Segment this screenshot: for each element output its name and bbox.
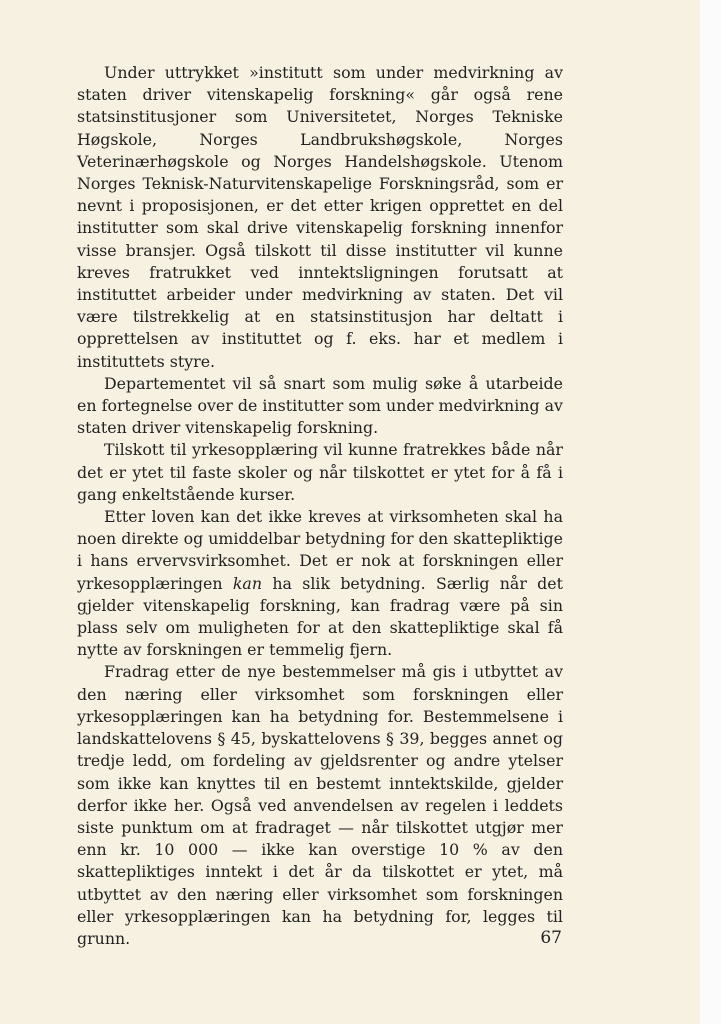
paragraph-etter-loven-part2: ha slik betydning. Særlig når det gjelder vitenskapelig forskning, kan fradrag være på sin plass selv om muligheten for at den skattepliktige skal få nytte av forskningen er temmelig fjern. [77,573,563,660]
body-text [77,62,563,950]
paragraph-departementet: Departementet vil så snart som mulig søke å utarbeide en fortegnelse over de institutter som under medvirkning av staten driver vitenskapelig forskning. [77,373,563,438]
page-number: 67 [540,928,562,948]
emphasis-kan: kan [232,573,263,593]
paragraph-fradrag: Fradrag etter de nye bestemmelser må gis i utbyttet av den næring eller virksomhet som forskningen eller yrkesopplæringen kan ha betydning for. Bestemmelsene i landskattelovens § 45, byskattelovens § 39, begges annet og tredje ledd, om fordeling av gjeldsrenter og andre ytelser som ikke kan knyttes til en bestemt inntektskilde, gjelder derfor ikke her. Også ved anvendelsen av regelen i leddets siste punktum om at fradraget — når tilskottet utgjør mer enn kr. 10 000 — ikke kan overstige 10 % av den skattepliktiges inntekt i det år da tilskottet er ytet, må utbyttet av den næring eller virksomhet som forskningen eller yrkesopplæringen kan ha betydning for, legges til grunn. [77,662,563,948]
page-edge [700,0,721,1024]
paragraph-tilskott: Tilskott til yrkesopplæring vil kunne fratrekkes både når det er ytet til faste skoler og når tilskottet er ytet for å få i gang enkeltstående kurser. [77,440,563,504]
paragraph-institutt: Under uttrykket »institutt som under medvirkning av staten driver vitenskapelig forskning« går også rene statsinstitusjoner som Universitetet, Norges Tekniske Høgskole, Norges Landbrukshøgskole, Norges Veterinærhøgskole og Norges Handelshøgskole. Utenom Norges Teknisk-Naturvitenskapelige Forskningsråd, som er nevnt i proposisjonen, er det etter krigen opprettet en del institutter som skal drive vitenskapelig forskning innenfor visse bransjer. Også tilskott til disse institutter vil kunne kreves fratrukket ved inntektsligningen forutsatt at instituttet arbeider under medvirkning av staten. Det vil være tilstrekkelig at en statsinstitusjon har deltatt i opprettelsen av instituttet og f. eks. har et medlem i instituttets styre. [77,63,563,371]
paragraph-etter-loven [77,506,563,661]
paragraph-etter-loven-part1: Etter loven kan det ikke kreves at virksomheten skal ha noen direkte og umiddelbar betydning for den skattepliktige i hans ervervsvirksomhet. Det er nok at forskningen eller yrkesopplæringen [77,507,563,593]
